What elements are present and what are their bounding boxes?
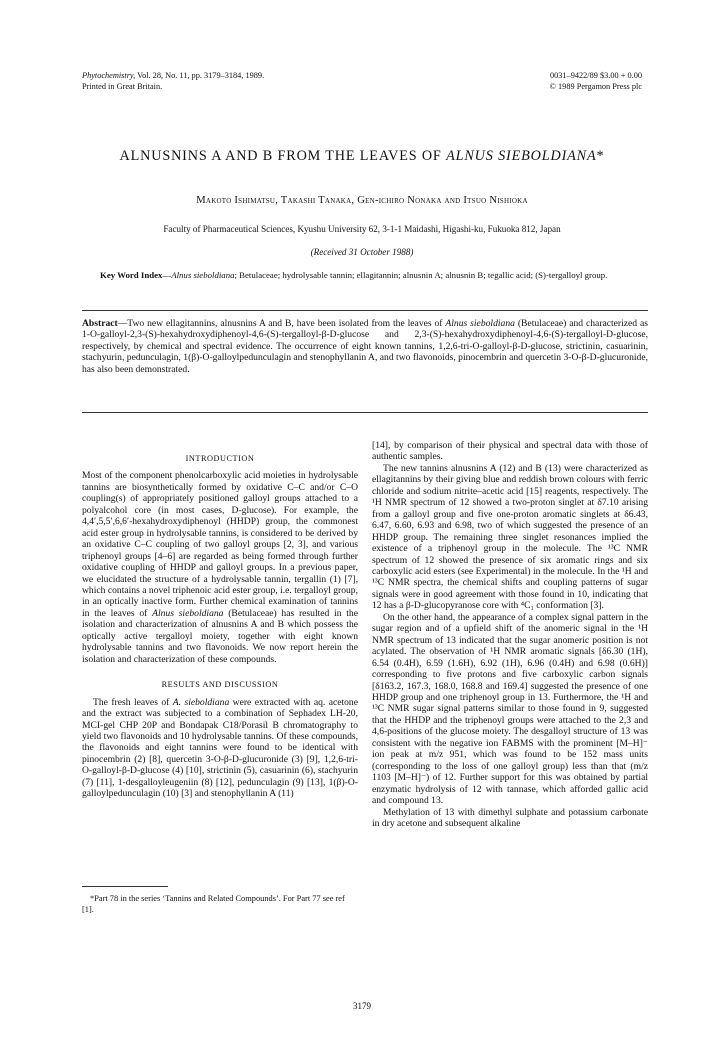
left-column <box>82 453 358 800</box>
issn-code: 0031–9422/89 $3.00 + 0.00 <box>549 71 642 80</box>
abstract-label: Abstract <box>82 318 118 329</box>
results-species: A. sieboldiana <box>172 696 230 708</box>
abstract <box>82 318 648 375</box>
right-paragraph-1: The new tannins alnusnins A (12) and B (13) were characterized as ellagitannins by their giving blue and reddish brown colours with ferric chloride and sodium nitrite–acetic acid [15] reagents, respectively. The ¹H NMR spectrum of 12 showed a two-proton singlet at δ7.10 arising from a galloyl group and five one-proton aromatic singlets at δ6.43, 6.47, 6.60, 6.93 and 6.98, two of which suggested the presence of an HHDP group. The remaining three singlet resonances implied the existence of a triphenoyl group in the molecule. The ¹³C NMR spectrum of 12 showed the presence of six aromatic rings and six carboxylic acid esters (see Experimental) in the molecule. In the ¹H and ¹³C NMR spectra, the chemical shifts and coupling patterns of sugar signals were in good agreement with those found in 10, indicating that 12 has a β-D-glucopyranose core with ⁴C₁ conformation [3]. <box>372 462 648 612</box>
intro-text-1: Most of the component phenolcarboxylic acid moieties in hydrolysable tannins are biosynthetically formed by oxidative C–C and/or C–O coupling(s) of appropriately positioned galloyl groups attached to a polyalcohol core (in most cases, D-glucose). For example, the 4,4′,5,5′,6,6′-hexahydroxydiphenoyl (HHDP) group, the commonest acid ester group in hydrolysable tannins, is considered to be derived by an oxidative C–C coupling of two galloyl groups [2, 3], and various triphenoyl groups [4–6] are regarded as being formed through further oxidative coupling of HHDP and galloyl groups. In a previous paper, we elucidated the structure of a hydrolysable tannin, tergallin (1) [7], which contains a novel triphenoic acid ester group, i.e. tergalloyl group, in an optically inactive form. Further chemical examination of tannins in the leaves of <box>82 470 358 619</box>
introduction-heading: INTRODUCTION <box>185 454 255 463</box>
footnote-rule <box>82 886 168 887</box>
affiliation: Faculty of Pharmaceutical Sciences, Kyushu University 62, 3-1-1 Maidashi, Higashi-ku, Fukuoka 812, Japan <box>163 224 561 234</box>
keywords-label: Key Word Index <box>100 270 163 280</box>
journal-name: Phytochemistry, <box>82 71 136 80</box>
abstract-dash: — <box>117 318 128 329</box>
keywords-list: ; Betulaceae; hydrolysable tannin; ellagitannin; alnusnin A; alnusnin B; tegallic acid; (S)-tergalloyl group. <box>234 270 608 280</box>
journal-volume: Vol. 28, No. 11, pp. 3179–3184, 1989. <box>135 71 265 80</box>
keywords-dash: — <box>162 270 172 280</box>
introduction-paragraph <box>82 470 358 665</box>
publisher-header <box>550 70 642 92</box>
abstract-text-1: Two new ellagitannins, alnusnins A and B, have been isolated from the leaves of <box>127 318 446 329</box>
author-list: Makoto Ishimatsu, Takashi Tanaka, Gen-ichiro Nonaka and Itsuo Nishioka <box>196 195 528 206</box>
keywords-species: Alnus sieboldiana <box>171 270 235 280</box>
abstract-bottom-rule <box>82 412 648 413</box>
copyright: © 1989 Pergamon Press plc <box>549 82 642 91</box>
right-paragraph-3: Methylation of 13 with dimethyl sulphate and potassium carbonate in dry acetone and subsequent alkaline <box>372 806 648 829</box>
abstract-species: Alnus sieboldiana <box>445 318 515 329</box>
results-text-1: The fresh leaves of <box>93 696 173 708</box>
intro-species: Alnus sieboldiana <box>152 607 224 619</box>
intro-text-2: (Betulaceae) has resulted in the isolation and characterization of alnusnins A and B which possess the optically active tergalloyl moiety, together with eight known hydrolysable tannins and two flavonoids. We now report herein the isolation and characterization of these compounds. <box>82 607 358 665</box>
results-paragraph <box>82 697 358 800</box>
results-heading: RESULTS AND DISCUSSION <box>161 680 279 690</box>
right-column <box>372 440 648 829</box>
paper-title <box>40 148 684 165</box>
abstract-top-rule <box>82 310 648 311</box>
footnote: *Part 78 in the series ‘Tannins and Related Compounds’. For Part 77 see ref [1]. <box>82 894 345 914</box>
page-number: 3179 <box>353 1001 371 1011</box>
title-main: ALNUSNINS A AND B FROM THE LEAVES OF <box>119 148 447 164</box>
printed-location: Printed in Great Britain. <box>82 82 163 91</box>
right-paragraph-continued: [14], by comparison of their physical and spectral data with those of authentic samples. <box>372 440 648 463</box>
title-species: ALNUS SIEBOLDIANA <box>446 148 597 164</box>
received-date: (Received 31 October 1988) <box>310 247 414 257</box>
abstract-text-2: (Betulaceae) and characterized as 1-O-galloyl-2,3-(S)-hexahydroxydiphenoyl-4,6-(S)-tergalloyl-β-D-glucose and 2,3-(S)-hexahydroxydiphenoyl-4,6-(S)-tergalloyl-D-glucose, respectively, by chemical and spectral evidence. The occurrence of eight known tannins, 1,2,6-tri-O-galloyl-β-D-glucose, strictinin, casuarinin, stachyurin, pedunculagin, 1(β)-O-galloylpedunculagin and stenophyllanin A, and two flavonoids, pinocembrin and quercetin 3-O-β-D-glucuronide, has also been demonstrated. <box>82 318 648 375</box>
title-footnote-mark: * <box>596 148 605 164</box>
keywords <box>100 269 640 281</box>
journal-citation <box>82 70 264 81</box>
right-paragraph-2: On the other hand, the appearance of a complex signal pattern in the sugar region and of a upfield shift of the anomeric signal in the ¹H NMR spectrum of 13 indicated that the sugar anomeric position is not acylated. The observation of ¹H NMR aromatic signals [δ6.30 (1H), 6.54 (0.4H), 6.59 (1.6H), 6.92 (1H), 6.96 (0.4H) and 6.98 (0.6H)] corresponding to five protons and five carboxylic carbon signals [δ163.2, 167.3, 168.0, 168.8 and 169.4] suggested the presence of one HHDP group and one triphenoyl group in 13. Furthermore, the ¹H and ¹³C NMR sugar signal patterns similar to those found in 9, suggested that the HHDP and the triphenoyl groups were attached to the 2,3 and 4,6-positions of the glucose moiety. The desgalloyl structure of 13 was consistent with the negative ion FABMS with the prominent [M–H]⁻ ion peak at m/z 951, which was found to be 152 mass units (corresponding to the loss of one galloyl group) less than that (m/z 1103 [M–H]⁻) of 12. Further support for this was obtained by partial enzymatic hydrolysis of 12 with tannase, which afforded gallic acid and compound 13. <box>372 611 648 807</box>
journal-header <box>82 70 264 92</box>
results-text-2: were extracted with aq. acetone and the extract was subjected to a combination of Sephadex LH-20, MCI-gel CHP 20P and Bondapak C18/Porasil B chromatography to yield two flavonoids and 10 hydrolysable tannins. Of these compounds, the flavonoids and eight tannins were found to be identical with pinocembrin (2) [8], quercetin 3-O-β-D-glucuronide (3) [9], 1,2,6-tri-O-galloyl-β-D-glucose (4) [10], strictinin (5), casuarinin (6), stachyurin (7) [11], 1-desgalloyleugeniin (8) [12], pedunculagin (9) [13], 1(β)-O-galloylpedunculagin (10) [3] and stenophyllanin A (11) <box>82 696 358 800</box>
